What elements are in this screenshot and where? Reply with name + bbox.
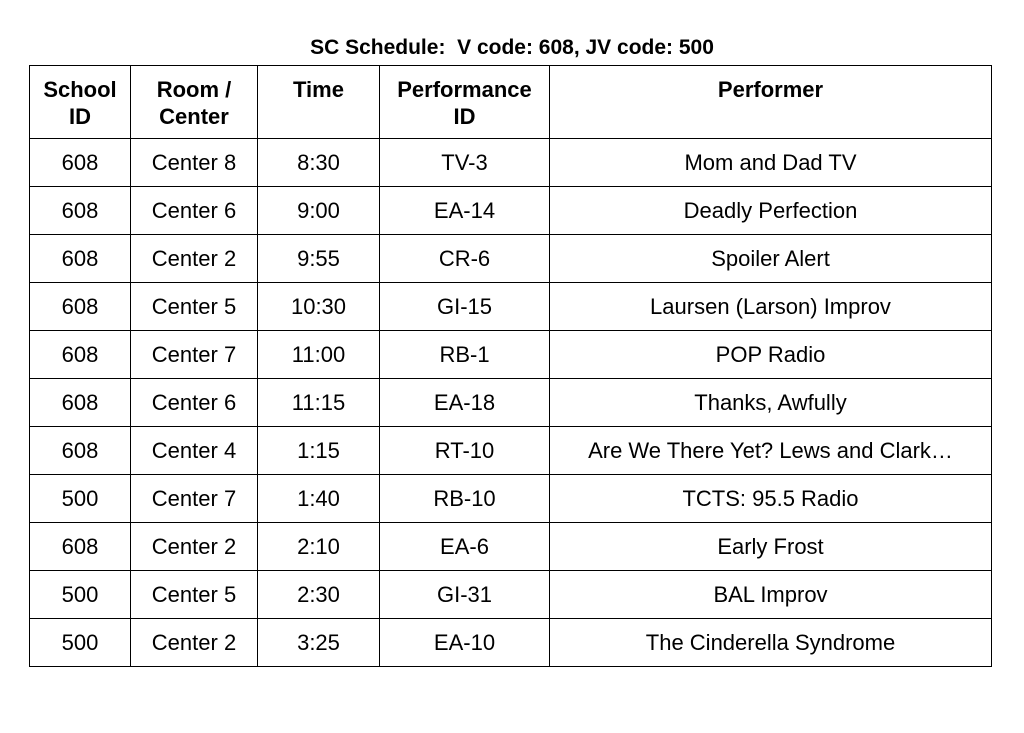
- cell-school-id: 608: [30, 235, 131, 283]
- table-row: [30, 523, 992, 571]
- cell-time: 11:15: [258, 379, 380, 427]
- cell-school-id: 500: [30, 475, 131, 523]
- cell-performance-id: EA-6: [380, 523, 550, 571]
- cell-time: 8:30: [258, 139, 380, 187]
- column-header-text: ID: [453, 104, 476, 129]
- cell-performer: Deadly Perfection: [550, 187, 992, 235]
- column-header-room-center: [131, 66, 258, 139]
- cell-performer: Mom and Dad TV: [550, 139, 992, 187]
- column-header-text: School: [43, 77, 117, 102]
- column-header-school-id: [30, 66, 131, 139]
- cell-performance-id: CR-6: [380, 235, 550, 283]
- cell-school-id: 608: [30, 283, 131, 331]
- cell-school-id: 500: [30, 571, 131, 619]
- cell-school-id: 500: [30, 619, 131, 667]
- cell-room-center: Center 7: [131, 475, 258, 523]
- table-row: [30, 475, 992, 523]
- cell-performance-id: EA-10: [380, 619, 550, 667]
- cell-time: 11:00: [258, 331, 380, 379]
- cell-time: 2:30: [258, 571, 380, 619]
- cell-time: 2:10: [258, 523, 380, 571]
- cell-performance-id: TV-3: [380, 139, 550, 187]
- cell-performer: BAL Improv: [550, 571, 992, 619]
- cell-performance-id: GI-15: [380, 283, 550, 331]
- cell-time: 10:30: [258, 283, 380, 331]
- cell-performer: Are We There Yet? Lews and Clark…: [550, 427, 992, 475]
- table-row: [30, 379, 992, 427]
- cell-school-id: 608: [30, 187, 131, 235]
- table-row: [30, 571, 992, 619]
- column-header-text: Performance: [397, 77, 532, 102]
- column-header-time: [258, 66, 380, 139]
- cell-time: 9:55: [258, 235, 380, 283]
- cell-room-center: Center 5: [131, 283, 258, 331]
- cell-room-center: Center 6: [131, 379, 258, 427]
- cell-school-id: 608: [30, 331, 131, 379]
- column-header-text: Room /: [156, 77, 232, 102]
- cell-performer: Thanks, Awfully: [550, 379, 992, 427]
- column-header-performance-id: [380, 66, 550, 139]
- cell-room-center: Center 2: [131, 619, 258, 667]
- column-header-text: Center: [159, 104, 229, 129]
- cell-performance-id: RB-10: [380, 475, 550, 523]
- table-row: [30, 235, 992, 283]
- column-header-text: Time: [293, 77, 344, 102]
- cell-room-center: Center 5: [131, 571, 258, 619]
- table-row: [30, 331, 992, 379]
- cell-school-id: 608: [30, 379, 131, 427]
- table-row: [30, 619, 992, 667]
- cell-performance-id: EA-14: [380, 187, 550, 235]
- cell-performer: Early Frost: [550, 523, 992, 571]
- table-row: [30, 139, 992, 187]
- cell-room-center: Center 6: [131, 187, 258, 235]
- cell-time: 9:00: [258, 187, 380, 235]
- cell-school-id: 608: [30, 523, 131, 571]
- table-row: [30, 283, 992, 331]
- cell-performance-id: GI-31: [380, 571, 550, 619]
- cell-performance-id: EA-18: [380, 379, 550, 427]
- cell-performer: The Cinderella Syndrome: [550, 619, 992, 667]
- cell-performer: TCTS: 95.5 Radio: [550, 475, 992, 523]
- cell-room-center: Center 2: [131, 523, 258, 571]
- cell-performer: Spoiler Alert: [550, 235, 992, 283]
- cell-room-center: Center 7: [131, 331, 258, 379]
- column-header-text: Performer: [717, 77, 824, 102]
- table-row: [30, 187, 992, 235]
- table-header: [30, 66, 992, 139]
- schedule-title: SC Schedule: V code: 608, JV code: 500: [310, 36, 714, 59]
- cell-performer: Laursen (Larson) Improv: [550, 283, 992, 331]
- cell-room-center: Center 8: [131, 139, 258, 187]
- cell-room-center: Center 4: [131, 427, 258, 475]
- column-header-text: ID: [69, 104, 91, 129]
- table-body: [30, 139, 992, 667]
- cell-performer: POP Radio: [550, 331, 992, 379]
- cell-school-id: 608: [30, 139, 131, 187]
- schedule-table: [29, 65, 992, 667]
- cell-room-center: Center 2: [131, 235, 258, 283]
- cell-performance-id: RT-10: [380, 427, 550, 475]
- header-row: [30, 66, 992, 139]
- cell-time: 3:25: [258, 619, 380, 667]
- cell-school-id: 608: [30, 427, 131, 475]
- column-header-performer: [550, 66, 992, 139]
- cell-performance-id: RB-1: [380, 331, 550, 379]
- table-row: [30, 427, 992, 475]
- cell-time: 1:40: [258, 475, 380, 523]
- cell-time: 1:15: [258, 427, 380, 475]
